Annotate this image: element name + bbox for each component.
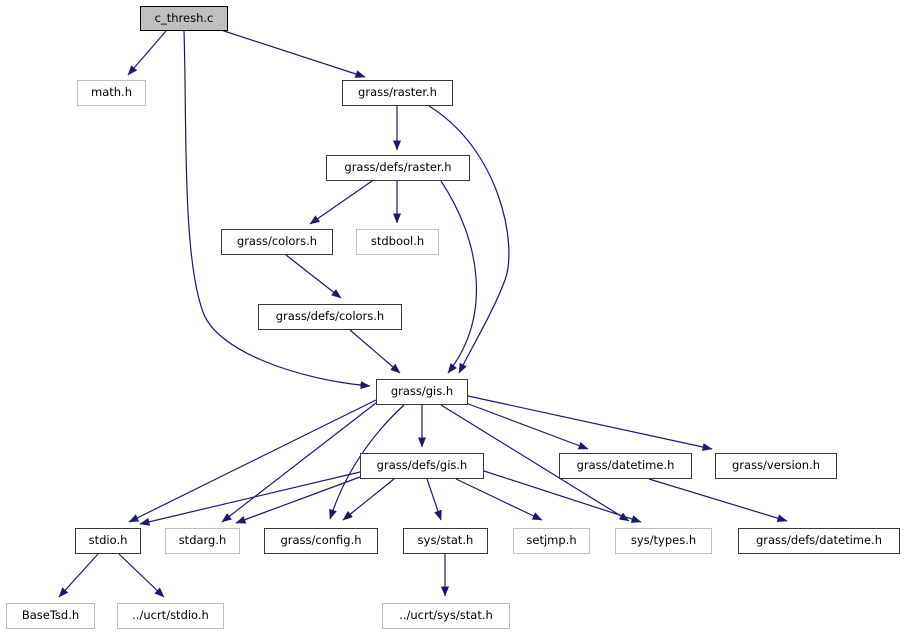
edge-grass_gis_h-stdio_h	[129, 400, 376, 522]
edge-grass_defs_raster_h-grass_gis_h	[441, 181, 476, 373]
edge-stdio_h-ucrt_stdio_h	[119, 554, 164, 597]
edge-grass_defs_gis_h-stdarg_h	[236, 477, 360, 523]
edge-grass_defs_gis_h-sys_stat_h	[427, 479, 441, 520]
node-basetsd_h: BaseTsd.h	[6, 603, 95, 629]
edge-grass_defs_raster_h-grass_colors_h	[310, 181, 372, 224]
edge-grass_gis_h-grass_version_h	[468, 396, 712, 449]
node-stdarg_h: stdarg.h	[165, 528, 240, 554]
edge-grass_gis_h-grass_datetime_h	[466, 403, 588, 449]
node-grass_gis_h[interactable]: grass/gis.h	[376, 379, 468, 405]
node-stdbool_h: stdbool.h	[356, 229, 439, 255]
edge-grass_gis_h-stdarg_h	[222, 403, 376, 522]
edges-group	[59, 30, 787, 597]
node-grass_colors_h[interactable]: grass/colors.h	[221, 229, 333, 255]
node-c_thresh_c[interactable]: c_thresh.c	[140, 6, 228, 31]
node-grass_version_h[interactable]: grass/version.h	[715, 453, 837, 479]
edge-c_thresh_c-math_h	[128, 31, 166, 75]
node-ucrt_sys_stat_h: ../ucrt/sys/stat.h	[382, 603, 510, 629]
node-grass_config_h[interactable]: grass/config.h	[264, 528, 378, 554]
node-grass_defs_colors_h[interactable]: grass/defs/colors.h	[258, 304, 402, 330]
node-sys_stat_h[interactable]: sys/stat.h	[403, 528, 488, 554]
node-stdio_h[interactable]: stdio.h	[75, 528, 141, 554]
node-math_h: math.h	[77, 80, 146, 106]
node-grass_defs_raster_h[interactable]: grass/defs/raster.h	[326, 155, 470, 181]
edge-grass_datetime_h-grass_defs_datetime_h	[649, 479, 787, 521]
edge-grass_defs_gis_h-grass_config_h	[343, 479, 394, 520]
node-grass_defs_datetime_h[interactable]: grass/defs/datetime.h	[738, 528, 900, 554]
node-grass_raster_h[interactable]: grass/raster.h	[342, 80, 453, 106]
edge-grass_colors_h-grass_defs_colors_h	[286, 255, 341, 298]
edge-c_thresh_c-grass_raster_h	[221, 30, 365, 77]
node-ucrt_stdio_h: ../ucrt/stdio.h	[117, 603, 224, 629]
edge-grass_defs_gis_h-stdio_h	[140, 472, 360, 524]
edge-grass_defs_colors_h-grass_gis_h	[350, 330, 400, 373]
node-grass_defs_gis_h[interactable]: grass/defs/gis.h	[360, 453, 484, 479]
node-grass_datetime_h[interactable]: grass/datetime.h	[559, 453, 692, 479]
node-sys_types_h: sys/types.h	[615, 528, 712, 554]
node-setjmp_h: setjmp.h	[513, 528, 590, 554]
edge-stdio_h-basetsd_h	[59, 554, 98, 597]
